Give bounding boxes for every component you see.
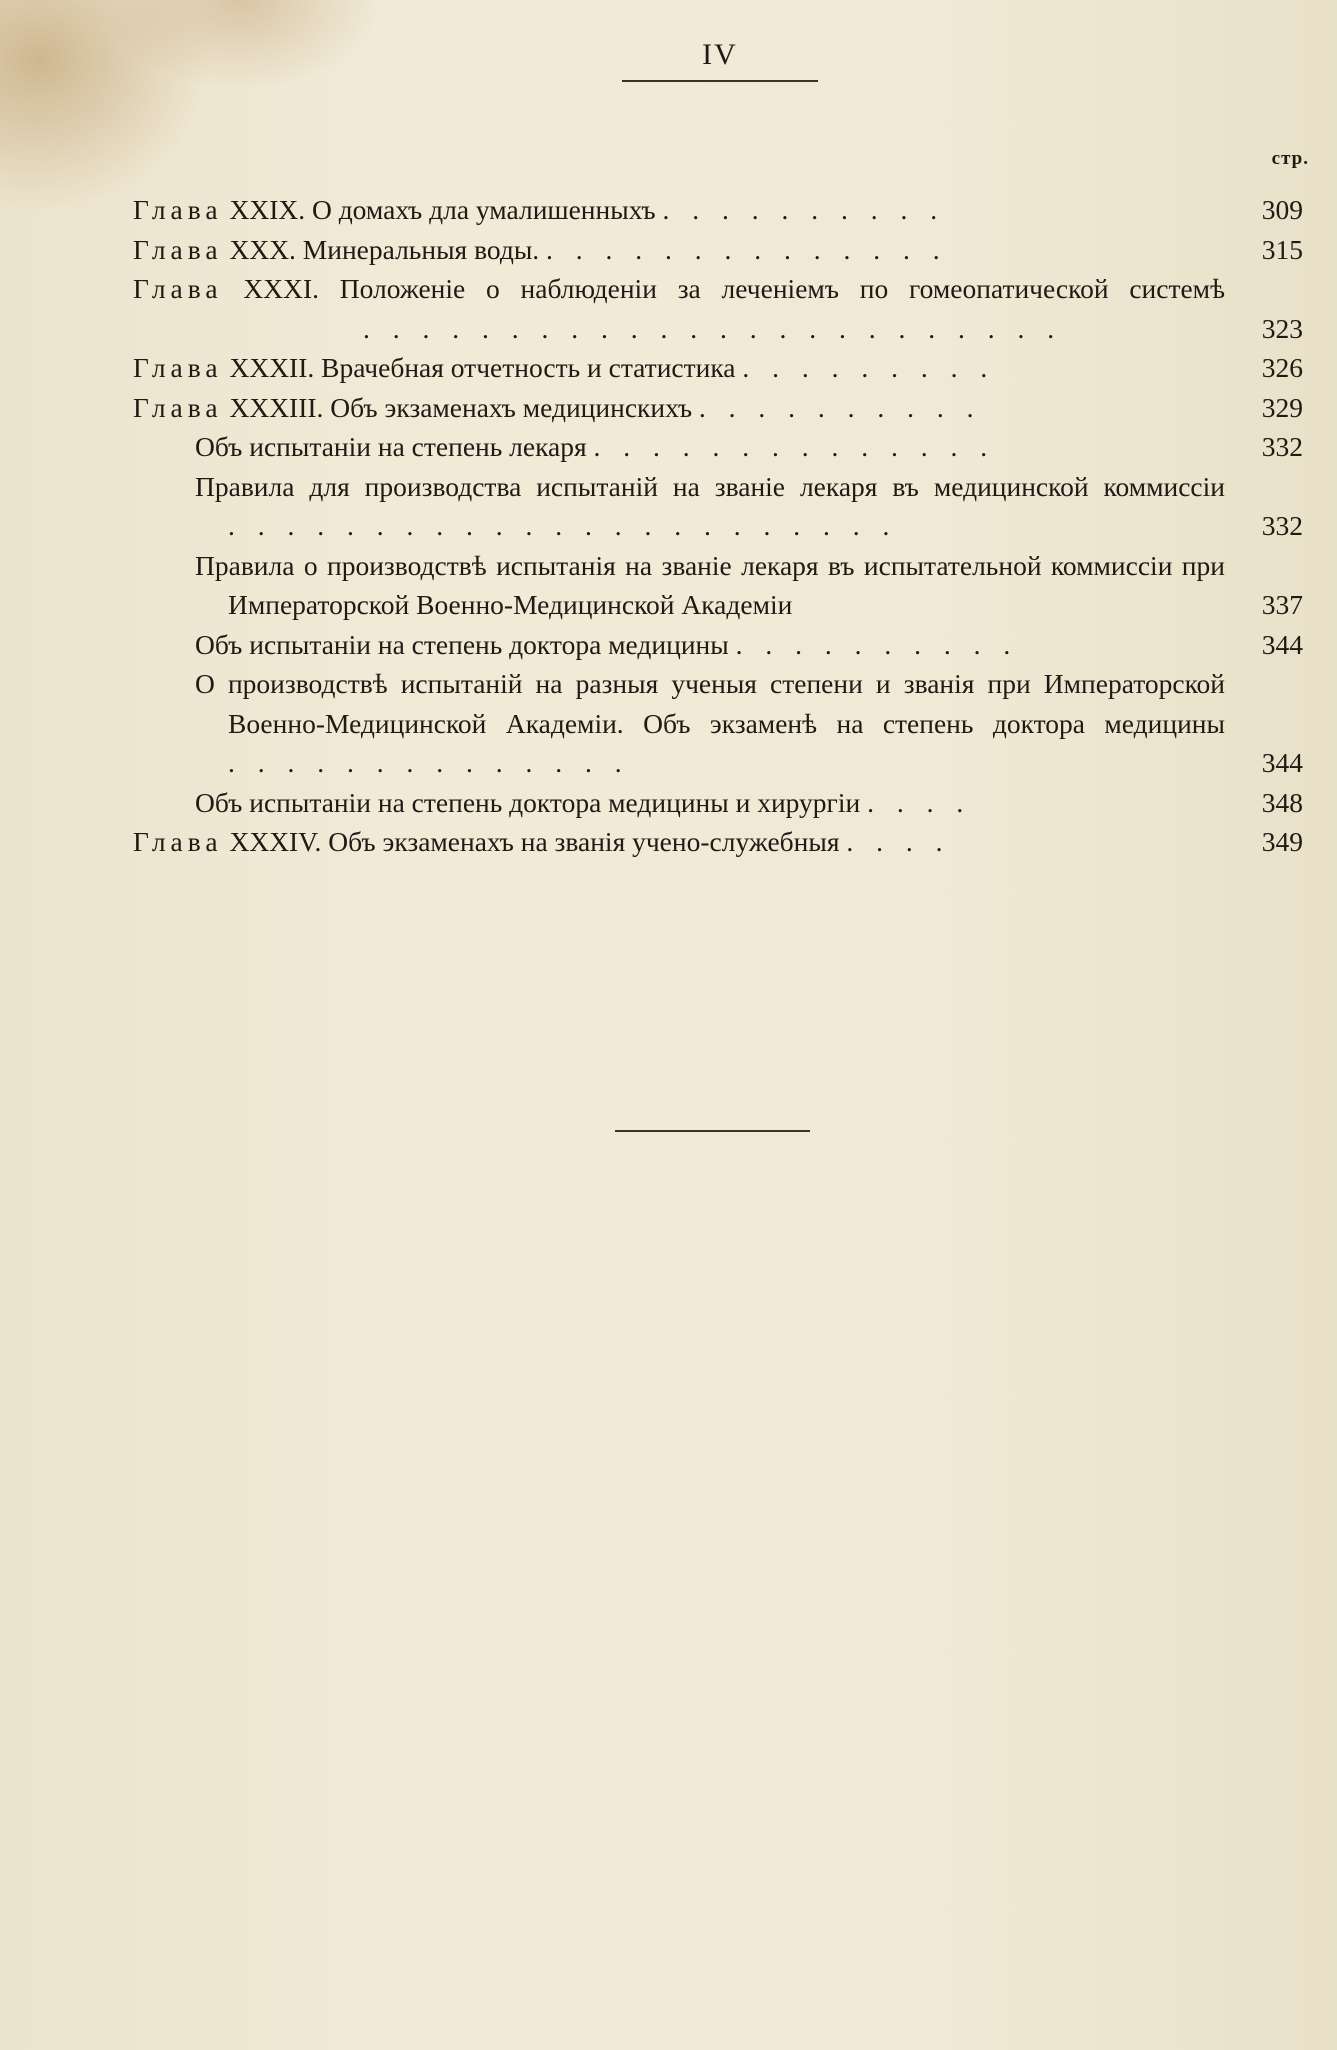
page-ref: 315	[1261, 233, 1303, 265]
entry-title: Объ испытанiи на степень доктора медицины	[195, 628, 729, 660]
dot-leader: . . . . . . . . .	[742, 352, 996, 383]
chapter-label: Глава	[133, 826, 223, 857]
chapter-label: Глава	[133, 233, 223, 265]
chapter-label: Глава	[133, 352, 223, 383]
entry-title: Объ испытанiи на степень лекаря	[195, 431, 587, 462]
chapter-label: Глава	[133, 391, 223, 423]
entry-title: XXX. Минеральныя воды.	[229, 233, 540, 265]
entry-title: XXXII. Врачебная отчетность и статистика	[229, 352, 736, 383]
dot-leader: . . . .	[867, 786, 972, 818]
toc-entry	[133, 348, 1303, 388]
page-ref: 349	[1261, 826, 1303, 857]
page-ref: 309	[1261, 194, 1303, 225]
toc-subentry	[133, 467, 1303, 546]
dot-leader: . . . . . . . . . . . . . . . . . . . . . . .	[228, 510, 898, 541]
toc-subentry	[133, 427, 1303, 467]
entry-title: Объ испытанiи на степень доктора медицины и хирургiи	[195, 786, 861, 818]
toc-entry	[133, 822, 1303, 862]
chapter-label: Глава	[133, 194, 223, 225]
dot-leader: . . . . . . . . . .	[662, 194, 946, 225]
toc-subentry	[133, 625, 1303, 665]
toc-subentry	[133, 664, 1303, 783]
entry-title: Правила о производствѣ испытанiя на званiе лекаря въ испытательной коммиссiи при Императорской Военно-Медицинской Академiи	[195, 549, 1225, 620]
page-ref: 337	[1261, 589, 1303, 620]
dot-leader: . . . . . . . . . . . . . .	[546, 233, 948, 265]
entry-title: XXXIII. Объ экзаменахъ медицинскихъ	[229, 391, 693, 423]
entry-title: XXXIV. Объ экзаменахъ на званiя учено-служебныя	[229, 826, 840, 857]
toc-entry	[133, 230, 1303, 270]
dot-leader: . . . . . . . . . . . . . .	[593, 431, 996, 462]
page-ref: 326	[1261, 352, 1303, 383]
dot-leader: . . . . . . . . . . . . . . . . . . . . . . . .	[363, 312, 1063, 344]
page-ref: 344	[1261, 747, 1303, 778]
entry-title: О производствѣ испытанiй на разныя ученыя степени и званiя при Императорской Военно-Медицинской Академiи. Объ экзаменѣ на степень доктора медицины	[195, 668, 1225, 739]
page-ref: 332	[1261, 510, 1303, 541]
toc-subentry	[133, 546, 1303, 625]
page-ref: 348	[1261, 786, 1303, 818]
toc-subentry	[133, 783, 1303, 823]
chapter-label: Глава	[133, 273, 223, 304]
toc-entry	[133, 388, 1303, 428]
header-rule	[622, 80, 818, 82]
page-number: IV	[702, 38, 738, 71]
dot-leader: . . . . . . . . . .	[735, 628, 1019, 660]
toc-entry	[133, 190, 1303, 230]
toc-entry	[133, 269, 1303, 348]
table-of-contents	[133, 190, 1303, 862]
page-ref: 329	[1261, 391, 1303, 423]
entry-title: XXIX. О домахъ дла умалишенныхъ	[229, 194, 656, 225]
closing-rule	[615, 1130, 810, 1132]
entry-title: XXXI. Положенiе о наблюденiи за леченiемъ по гомеопатической системѣ	[243, 273, 1225, 304]
page-ref: 332	[1261, 431, 1303, 462]
dot-leader: . . . .	[846, 826, 951, 857]
dot-leader: . . . . . . . . . .	[698, 391, 982, 423]
page-ref: 344	[1261, 628, 1303, 660]
page-ref: 323	[1261, 312, 1303, 344]
entry-title: Правила для производства испытанiй на званiе лекаря въ медицинской коммиссiи	[195, 470, 1225, 502]
pages-column-heading: стр.	[1271, 148, 1309, 169]
dot-leader: . . . . . . . . . . . . . .	[228, 747, 630, 778]
